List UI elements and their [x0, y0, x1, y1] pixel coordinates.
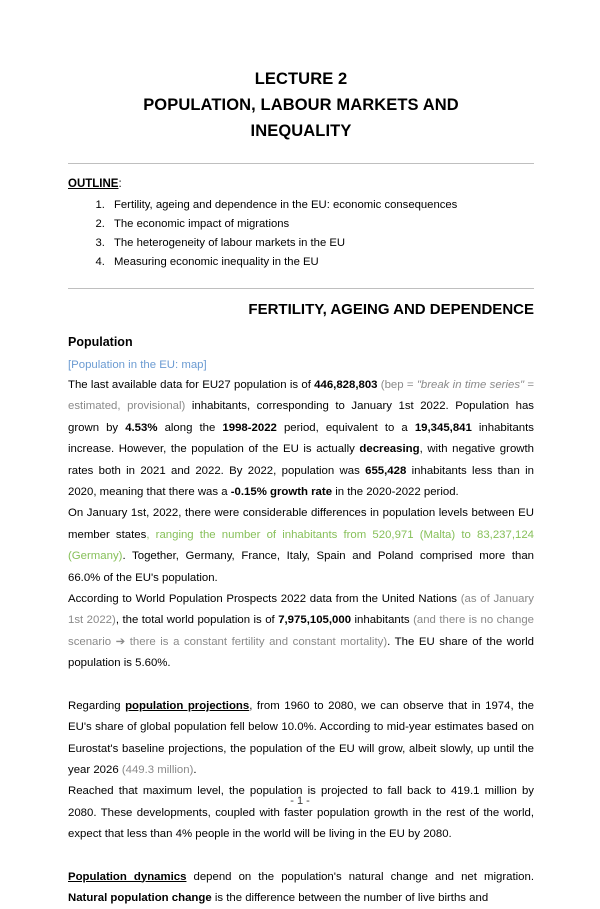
- text-run: Reached that maximum level, the population is projected to fall back to 419.1 million by 2080. These developments, coupled with faster population growth in the rest of the world, expect that less than 4% people in the world will be living in the EU by 2080.: [68, 785, 534, 841]
- text-run: "break in time series": [416, 379, 525, 391]
- highlight-range-inhabitants: , ranging the number of inhabitants from 520,971 (Malta) to 83,237,124 (Germany): [68, 528, 534, 563]
- value-world-population: 7,975,105,000: [278, 614, 352, 627]
- outline-label: OUTLINE: [68, 178, 119, 190]
- sub-heading-population: Population: [68, 335, 133, 349]
- outline-item: 1. Fertility, ageing and dependence in the EU: economic consequences: [108, 196, 534, 215]
- text-run: , with negative growth rates both in 2021 and 2022. By 2022, population was: [68, 443, 535, 477]
- title-line-2: POPULATION, LABOUR MARKETS AND: [143, 96, 459, 114]
- paragraph-population-projections: [68, 696, 534, 782]
- outline-item: 2. The economic impact of migrations: [108, 215, 534, 234]
- title-line-1: LECTURE 2: [254, 70, 348, 88]
- outline-heading: [68, 176, 534, 193]
- value-negative-growth-rate: -0.15% growth rate: [230, 486, 333, 499]
- paragraph-population-data: [68, 375, 534, 503]
- population-map-link[interactable]: [Population in the EU: map]: [68, 359, 207, 371]
- text-run: is the difference between the number of live births and: [211, 891, 489, 904]
- document-title: [68, 0, 534, 144]
- value-growth-pct: 4.53%: [125, 421, 158, 434]
- text-run: . The EU share of the world population is 5.60%.: [68, 635, 535, 670]
- paragraph-projection-decline: [68, 781, 534, 845]
- text-run: (as of January 1st 2022): [68, 593, 534, 627]
- text-run: depend on the population's natural change and net migration.: [186, 870, 534, 883]
- term-population-dynamics: Population dynamics: [68, 870, 187, 883]
- outline-item: 3. The heterogeneity of labour markets in the EU: [108, 234, 534, 253]
- outline-list: [68, 196, 534, 272]
- text-run: inhabitants less than in 2020, meaning that there was a: [68, 464, 534, 499]
- value-2026-million: (449.3 million): [121, 763, 194, 776]
- text-run: along the: [157, 421, 223, 434]
- term-natural-population-change: Natural population change: [68, 891, 212, 904]
- text-run: inhabitants increase. However, the population of the EU is actually: [68, 421, 534, 456]
- divider-top: [68, 163, 534, 164]
- text-run: in the 2020-2022 period.: [332, 486, 459, 499]
- value-inhabitant-increase: 19,345,841: [414, 421, 472, 434]
- section-heading: FERTILITY, AGEING AND DEPENDENCE: [248, 301, 534, 318]
- text-run: .: [193, 763, 197, 776]
- map-link-line: [68, 356, 534, 375]
- value-inhabitants-less: 655,428: [365, 464, 407, 477]
- outline-colon: :: [118, 178, 122, 190]
- text-run: (and there is no change scenario ➔ there is a constant fertility and constant mortality): [68, 614, 534, 648]
- outline-item: 4. Measuring economic inequality in the EU: [108, 253, 534, 272]
- paragraph-population-dynamics: [68, 867, 534, 909]
- text-run: inhabitants: [351, 614, 414, 627]
- text-run: Regarding: [68, 699, 126, 712]
- text-run: The last available data for EU27 population is of: [68, 379, 315, 391]
- text-run: , the total world population is of: [115, 614, 279, 627]
- divider-section: [68, 288, 534, 289]
- text-run: = estimated, provisional): [68, 379, 535, 413]
- text-run: inhabitants, corresponding to January 1st 2022. Population has grown by: [68, 400, 534, 434]
- page-content: [68, 0, 534, 909]
- text-run: (bep =: [377, 379, 417, 391]
- text-run: period, equivalent to a: [276, 421, 415, 434]
- paragraph-world-population: [68, 589, 534, 675]
- value-decreasing: decreasing: [359, 443, 420, 456]
- value-eu27-population: 446,828,803: [314, 379, 378, 391]
- text-run: According to World Population Prospects 2022 data from the United Nations: [68, 593, 461, 606]
- text-run: , from 1960 to 2080, we can observe that in 1974, the EU's share of global population fell below 10.0%. According to mid-year estimates based on Eurostat's baseline projections, the population of the EU will grow, albeit slowly, up until the year 2026: [68, 699, 534, 776]
- text-run: On January 1st, 2022, there were considerable differences in population levels between EU member states: [68, 507, 534, 541]
- title-line-3: INEQUALITY: [250, 122, 352, 140]
- value-period: 1998-2022: [222, 421, 277, 434]
- paragraph-member-states: [68, 503, 534, 589]
- term-population-projections: population projections: [125, 699, 250, 712]
- page-number: - 1 -: [290, 795, 310, 807]
- text-run: . Together, Germany, France, Italy, Spain and Poland comprised more than 66.0% of the EU's population.: [68, 550, 534, 584]
